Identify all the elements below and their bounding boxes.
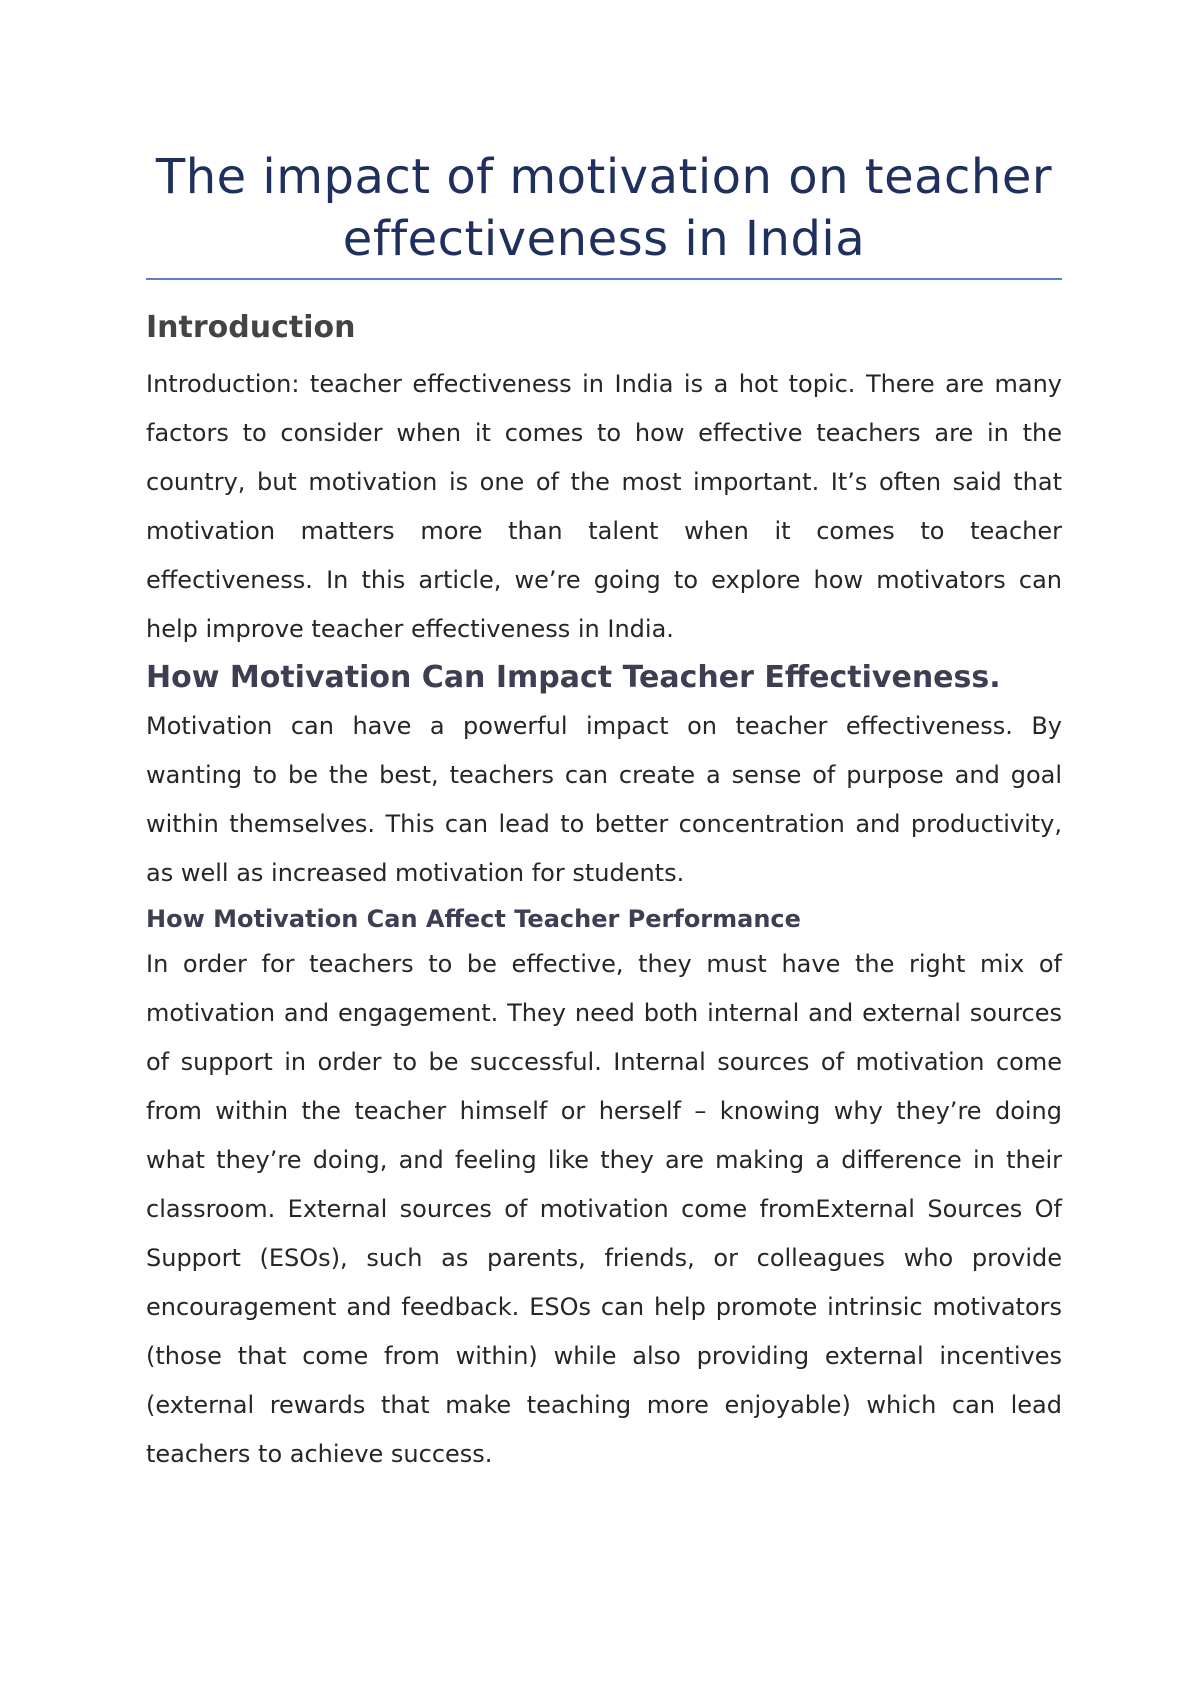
title-underline [146, 278, 1062, 280]
document-body [146, 146, 1062, 1479]
paragraph-performance: In order for teachers to be effective, they must have the right mix of motivation and engagement. They need both internal and external sources of support in order to be successful. Internal sources of motivation come from within the teacher himself or herself – knowing why they’re doing what they’re doing, and feeling like they are making a difference in their classroom. External sources of motivation come fromExternal Sources Of Support (ESOs), such as parents, friends, or colleagues who provide encouragement and feedback. ESOs can help promote intrinsic motivators (those that come from within) while also providing external incentives (external rewards that make teaching more enjoyable) which can lead teachers to achieve success. [146, 950, 1062, 1468]
section-heading-impact: How Motivation Can Impact Teacher Effectiveness. [146, 660, 1001, 695]
paragraph-impact: Motivation can have a powerful impact on teacher effectiveness. By wanting to be the best, teachers can create a sense of purpose and goal within themselves. This can lead to better concentration and productivity, as well as increased motivation for students. [146, 712, 1062, 887]
section-heading-introduction: Introduction [146, 310, 356, 345]
document-title: The impact of motivation on teacher effectiveness in India [155, 149, 1053, 267]
paragraph-introduction: Introduction: teacher effectiveness in India is a hot topic. There are many factors to consider when it comes to how effective teachers are in the country, but motivation is one of the most important. It’s often said that motivation matters more than talent when it comes to teacher effectiveness. In this article, we’re going to explore how motivators can help improve teacher effectiveness in India. [146, 370, 1062, 643]
section-heading-performance: How Motivation Can Affect Teacher Performance [146, 905, 801, 933]
